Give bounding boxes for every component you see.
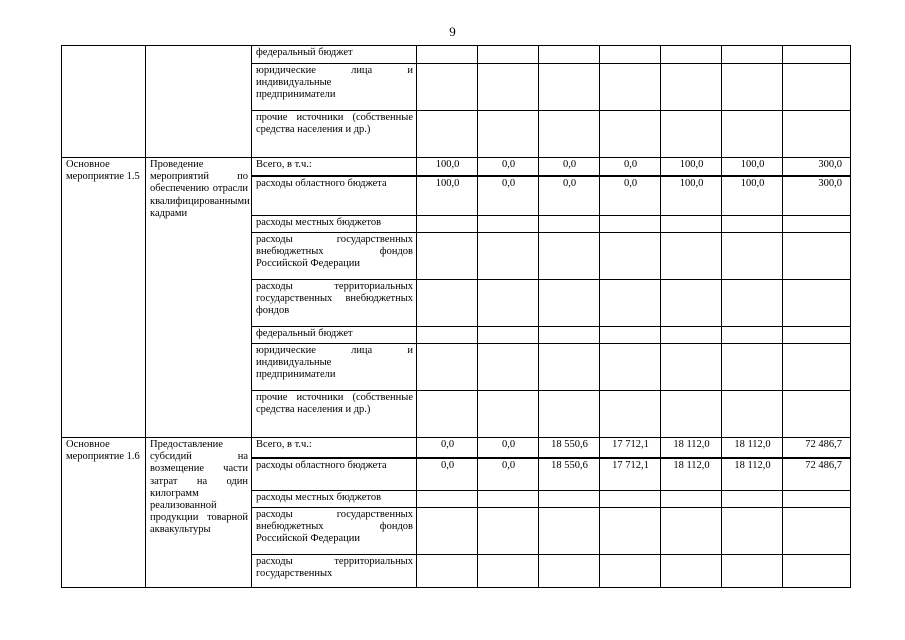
value-cell [539, 327, 600, 344]
event-title: Основное мероприятие 1.6 [62, 438, 146, 588]
value-cell [417, 216, 478, 233]
budget-table [61, 45, 851, 588]
value-cell [600, 64, 661, 111]
funding-source: расходы местных бюджетов [252, 491, 417, 508]
value-cell [722, 555, 783, 588]
value-cell [783, 491, 851, 508]
value-cell [661, 64, 722, 111]
value-cell: 0,0 [478, 176, 539, 216]
value-cell [783, 64, 851, 111]
value-cell: 0,0 [600, 176, 661, 216]
event-description-cell [146, 46, 252, 158]
value-cell: 100,0 [417, 176, 478, 216]
value-cell [478, 508, 539, 555]
funding-source: расходы территориальных государственных внебюджетных фондов [252, 280, 417, 327]
value-cell [539, 111, 600, 158]
value-cell: 0,0 [600, 158, 661, 176]
value-cell: 100,0 [722, 176, 783, 216]
value-cell [661, 280, 722, 327]
value-cell: 100,0 [661, 158, 722, 176]
funding-source: юридические лица и индивидуальные предприниматели [252, 64, 417, 111]
funding-source: федеральный бюджет [252, 46, 417, 64]
value-cell [539, 508, 600, 555]
value-cell [417, 491, 478, 508]
value-cell [783, 555, 851, 588]
value-cell: 18 550,6 [539, 458, 600, 491]
funding-source: расходы областного бюджета [252, 176, 417, 216]
value-cell [600, 508, 661, 555]
value-cell: 18 112,0 [722, 438, 783, 458]
event-description: Проведение мероприятий по обеспечению отрасли квалифицированными кадрами [146, 158, 252, 438]
value-cell [417, 233, 478, 280]
value-cell [661, 216, 722, 233]
value-cell: 100,0 [661, 176, 722, 216]
value-cell: 0,0 [539, 176, 600, 216]
value-cell: 72 486,7 [783, 458, 851, 491]
value-cell: 100,0 [722, 158, 783, 176]
value-cell [478, 64, 539, 111]
value-cell [417, 111, 478, 158]
value-cell [661, 491, 722, 508]
value-cell [600, 46, 661, 64]
value-cell [600, 491, 661, 508]
funding-source: расходы государственных внебюджетных фондов Российской Федерации [252, 233, 417, 280]
value-cell [417, 280, 478, 327]
value-cell [783, 233, 851, 280]
value-cell: 18 112,0 [661, 458, 722, 491]
value-cell [722, 46, 783, 64]
value-cell [478, 216, 539, 233]
event-title: Основное мероприятие 1.5 [62, 158, 146, 438]
funding-source: расходы государственных внебюджетных фондов Российской Федерации [252, 508, 417, 555]
funding-source: прочие источники (собственные средства населения и др.) [252, 391, 417, 438]
value-cell: 0,0 [417, 438, 478, 458]
value-cell [539, 216, 600, 233]
value-cell [478, 344, 539, 391]
value-cell [478, 46, 539, 64]
event-title-cell [62, 46, 146, 158]
value-cell [783, 391, 851, 438]
value-cell [417, 508, 478, 555]
value-cell [722, 280, 783, 327]
value-cell [722, 233, 783, 280]
value-cell [722, 111, 783, 158]
value-cell: 18 112,0 [661, 438, 722, 458]
value-cell [722, 508, 783, 555]
value-cell [661, 46, 722, 64]
value-cell [722, 64, 783, 111]
table-row [62, 158, 851, 176]
value-cell [661, 391, 722, 438]
funding-source: Всего, в т.ч.: [252, 438, 417, 458]
page-number: 9 [449, 24, 456, 39]
value-cell: 17 712,1 [600, 458, 661, 491]
funding-source: Всего, в т.ч.: [252, 158, 417, 176]
value-cell [539, 391, 600, 438]
value-cell [539, 64, 600, 111]
value-cell [417, 327, 478, 344]
value-cell [600, 233, 661, 280]
value-cell: 18 550,6 [539, 438, 600, 458]
value-cell [478, 491, 539, 508]
funding-source: прочие источники (собственные средства населения и др.) [252, 111, 417, 158]
value-cell [539, 491, 600, 508]
value-cell [722, 327, 783, 344]
value-cell [539, 280, 600, 327]
value-cell [417, 46, 478, 64]
value-cell [417, 344, 478, 391]
value-cell [478, 233, 539, 280]
value-cell [539, 555, 600, 588]
value-cell [539, 46, 600, 64]
value-cell: 300,0 [783, 176, 851, 216]
value-cell: 300,0 [783, 158, 851, 176]
table-body [62, 46, 851, 588]
value-cell [417, 64, 478, 111]
value-cell: 18 112,0 [722, 458, 783, 491]
funding-source: расходы местных бюджетов [252, 216, 417, 233]
value-cell [600, 111, 661, 158]
value-cell [661, 111, 722, 158]
value-cell [478, 280, 539, 327]
value-cell: 100,0 [417, 158, 478, 176]
value-cell [783, 508, 851, 555]
value-cell [722, 491, 783, 508]
funding-source: юридические лица и индивидуальные предприниматели [252, 344, 417, 391]
value-cell: 0,0 [417, 458, 478, 491]
value-cell [478, 327, 539, 344]
value-cell [783, 46, 851, 64]
value-cell [722, 216, 783, 233]
value-cell: 0,0 [478, 458, 539, 491]
value-cell: 72 486,7 [783, 438, 851, 458]
value-cell [600, 344, 661, 391]
value-cell: 0,0 [478, 158, 539, 176]
value-cell [783, 111, 851, 158]
value-cell [783, 344, 851, 391]
value-cell [539, 233, 600, 280]
value-cell: 0,0 [539, 158, 600, 176]
funding-source: расходы областного бюджета [252, 458, 417, 491]
value-cell [661, 508, 722, 555]
value-cell: 0,0 [478, 438, 539, 458]
value-cell [539, 344, 600, 391]
event-description: Предоставление субсидий на возмещение части затрат на один килограмм реализованной продукции товарной аквакультуры [146, 438, 252, 588]
value-cell [722, 391, 783, 438]
value-cell [783, 216, 851, 233]
value-cell [661, 327, 722, 344]
funding-source: федеральный бюджет [252, 327, 417, 344]
table-row [62, 46, 851, 64]
value-cell [661, 344, 722, 391]
value-cell [722, 344, 783, 391]
value-cell [417, 555, 478, 588]
value-cell [600, 391, 661, 438]
value-cell [783, 327, 851, 344]
value-cell [478, 555, 539, 588]
value-cell [600, 280, 661, 327]
table-row [62, 438, 851, 458]
value-cell [417, 391, 478, 438]
value-cell [600, 216, 661, 233]
value-cell [600, 327, 661, 344]
funding-source: расходы территориальных государственных [252, 555, 417, 588]
value-cell: 17 712,1 [600, 438, 661, 458]
value-cell [661, 555, 722, 588]
value-cell [600, 555, 661, 588]
value-cell [661, 233, 722, 280]
value-cell [783, 280, 851, 327]
value-cell [478, 111, 539, 158]
value-cell [478, 391, 539, 438]
